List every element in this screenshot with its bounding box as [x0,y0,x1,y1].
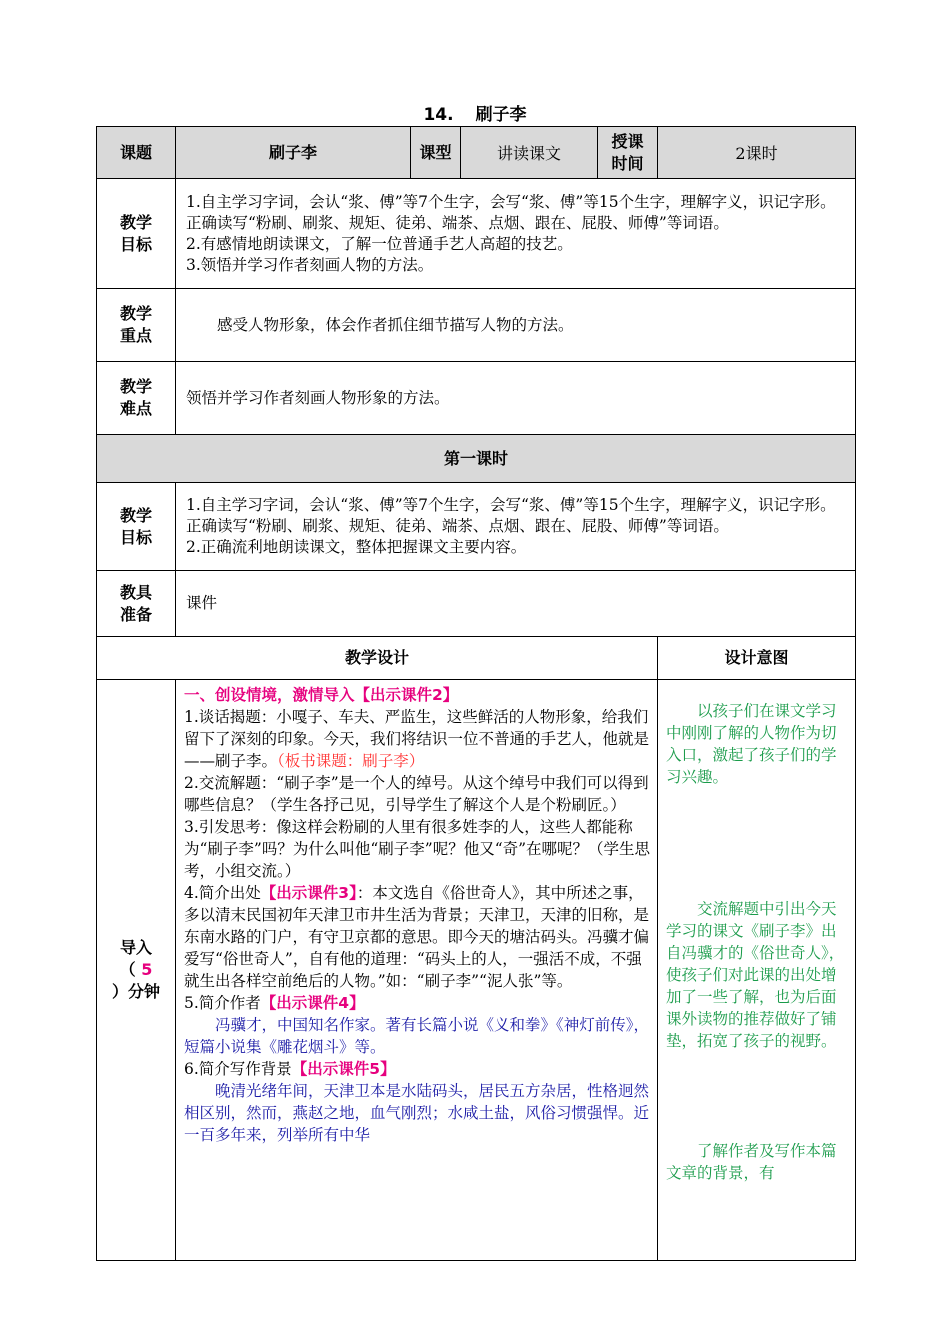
difficulty-label-line2: 难点 [119,399,152,418]
intro-step-6 [184,1058,653,1080]
intro-label-line3: ）分钟 [111,982,160,1001]
intent-spacer-1 [666,788,847,898]
intro-step-1-text: 1.谈话揭题：小嘎子、车夫、严监生，这些鲜活的人物形象，给我们留下了深刻的印象。今天，我们将结识一位不普通的手艺人，他就是——刷子李。 [184,708,650,770]
author-intro: 冯骥才，中国知名作家。著有长篇小说《义和拳》《神灯前传》，短篇小说集《雕花烟斗》等。 [184,1016,650,1056]
tools-row [97,571,856,637]
goals-label-line2: 目标 [119,234,152,254]
section-title: 一、创设情境，激情导入【出示课件2】 [184,686,459,704]
intro-step-4 [184,882,653,992]
goal-item-2: 2.有感情地朗读课文，了解一位普通手艺人高超的技艺。 [186,234,573,253]
time-value: 2课时 [658,127,856,179]
background-intro: 晚清光绪年间，天津卫本是水陆码头，居民五方杂居，性格迥然相区别，然而，燕赵之地，血气刚烈；水咸土盐，风俗习惯强悍。近一百多年来，列举所有中华 [184,1082,650,1144]
type-value: 讲读课文 [461,127,598,179]
intro-minutes: 5 [141,960,153,979]
intro-label-line1: 导入 [119,938,152,957]
intro-intent-clip [666,700,847,1256]
intro-step-5 [184,992,653,1014]
difficulty-label-line1: 教学 [119,377,152,396]
intro-design-content [176,680,658,1261]
goal-1-item-1: 1.自主学习字词，会认“浆、傅”等7个生字，会写“浆、傅”等15个生字，理解字义，识记字形。正确读写“粉刷、刷浆、规矩、徒弟、端茶、点烟、跟在、屁股、师傅”等词语。 [186,496,836,535]
difficulty-label [97,362,176,435]
goals-1-label [97,483,176,571]
difficulty-text: 领悟并学习作者刻画人物形象的方法。 [176,362,856,435]
header-row [97,127,856,179]
topic-label: 课题 [97,127,176,179]
tools-label-line2: 准备 [119,604,152,624]
intro-step-5-lead: 5.简介作者 [184,994,261,1012]
intro-step-3: 3.引发思考：像这样会粉刷的人里有很多姓李的人，这些人都能称为“刷子李”吗？为什么叫他“刷子李”呢？他又“奇”在哪呢？（学生思考，小组交流。） [184,818,651,880]
goals-label [97,179,176,289]
lesson-plan-table [96,126,856,1261]
slide-tag-5: 【出示课件5】 [291,1060,396,1078]
goal-1-item-2: 2.正确流利地朗读课文，整体把握课文主要内容。 [186,538,527,556]
tools-text: 课件 [176,571,856,637]
intent-note-3: 了解作者及写作本篇文章的背景，有 [666,1142,837,1182]
intro-step-4-text: ：本文选自《俗世奇人》，其中所述之事，多以清末民国初年天津卫市井生活为背景；天津卫，天津的旧称，是东南水路的门户，有守卫京都的意思。即今天的塘沽码头。冯骥才偏爱写“俗世奇人”，自有他的道理：“码头上的人，一强活不成，不强就生出各样空前绝后的人物。”如：“刷子李”“泥人张”等。 [184,884,650,990]
time-label-line1: 授课 [611,131,644,151]
key-points-row [97,289,856,362]
intro-step-4-lead: 4.简介出处 [184,884,261,902]
topic-value: 刷子李 [176,127,411,179]
intro-row [97,680,856,1261]
intro-design-clip [184,684,653,1260]
first-lesson-row [97,435,856,483]
blackboard-note: （板书课题：刷子李） [277,752,425,770]
goals-1-label-line1: 教学 [119,505,152,525]
goal-item-1: 1.自主学习字词，会认“浆、傅”等7个生字，会写“浆、傅”等15个生字，理解字义，识记字形。正确读写“粉刷、刷浆、规矩、徒弟、端茶、点烟、跟在、屁股、师傅”等词语。 [186,192,836,232]
goals-row [97,179,856,289]
intent-spacer-2 [666,1052,847,1140]
goals-1-content [176,483,856,571]
slide-tag-4: 【出示课件4】 [260,994,365,1012]
design-header-row [97,637,856,680]
tools-label-line1: 教具 [119,582,152,602]
slide-tag-3: 【出示课件3】 [260,884,357,902]
lesson-title: 刷子李 [475,105,527,125]
intro-label-line2 [97,959,175,981]
goals-1-row [97,483,856,571]
time-label [598,127,658,179]
goals-content [176,179,856,289]
goals-1-label-line2: 目标 [119,527,152,547]
intro-label-paren: （ [119,960,136,979]
difficulty-row [97,362,856,435]
design-header: 教学设计 [97,637,658,680]
intro-step-2: 2.交流解题：“刷子李”是一个人的绰号。从这个绰号中我们可以得到哪些信息？（学生各抒己见，引导学生了解这个人是个粉刷匠。） [184,774,649,814]
lesson-number: 14. [423,105,454,125]
page-title [0,100,950,125]
key-points-label [97,289,176,362]
key-points-text: 感受人物形象，体会作者抓住细节描写人物的方法。 [217,315,574,334]
intro-intent-content [658,680,856,1261]
type-label: 课型 [411,127,461,179]
intent-note-2: 交流解题中引出今天学习的课文《刷子李》出自冯骥才的《俗世奇人》，使孩子们对此课的出处增加了一些了解，也为后面课外读物的推荐做好了铺垫，拓宽了孩子的视野。 [666,900,845,1050]
goal-item-3: 3.领悟并学习作者刻画人物的方法。 [186,255,434,274]
goals-label-line1: 教学 [119,212,152,232]
tools-label [97,571,176,637]
first-lesson-heading: 第一课时 [97,435,856,483]
intro-label [97,680,176,1261]
key-points-label-line2: 重点 [119,326,152,345]
intent-note-1: 以孩子们在课文学习中刚刚了解的人物作为切入口，激起了孩子们的学习兴趣。 [666,702,837,786]
time-label-line2: 时间 [611,153,644,173]
key-points-label-line1: 教学 [119,304,152,323]
intro-step-1 [184,706,653,772]
intro-step-6-lead: 6.简介写作背景 [184,1060,292,1078]
intent-header: 设计意图 [658,637,856,680]
key-points-cell [176,289,856,362]
